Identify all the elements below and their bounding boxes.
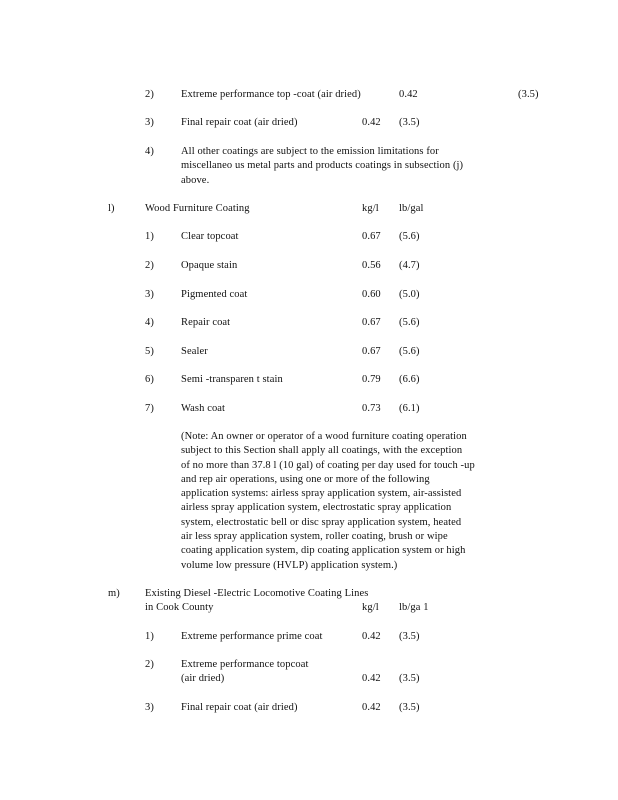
section-l-item-lb: (5.6) [399, 317, 420, 328]
section-l-item-lb: (5.6) [399, 346, 420, 357]
section-m-item-text: Final repair coat (air dried) [181, 702, 298, 713]
section-m-item-number: 3) [145, 702, 154, 713]
section-l-item-number: 5) [145, 346, 154, 357]
section-l-item-lb: (6.6) [399, 374, 420, 385]
note-line: coating application system, dip coating application system or high [181, 545, 466, 557]
section-m-item-kg: 0.42 [362, 702, 381, 713]
section-l-item-text: Wash coat [181, 403, 226, 414]
note-line: air less spray application system, roller coating, brush or wipe [181, 531, 448, 543]
section-l-item-kg: 0.67 [362, 231, 381, 242]
section-l-letter: l) [108, 203, 115, 214]
section-l-item-kg: 0.60 [362, 289, 381, 300]
note-line: application systems: airless spray application system, air-assisted [181, 488, 462, 500]
section-l-item-number: 1) [145, 231, 154, 242]
section-l-item-text: Opaque stain [181, 260, 238, 271]
section-m-item-text: Extreme performance topcoat [181, 659, 309, 670]
k-item-2-text: Extreme performance top -coat (air dried) [181, 89, 361, 100]
section-l-item-text: Semi -transparen t stain [181, 374, 283, 385]
section-m-item-text-line2: (air dried) [181, 673, 225, 684]
section-l-item-text: Sealer [181, 346, 208, 357]
section-l-item-number: 6) [145, 374, 154, 385]
k-item-2-number: 2) [145, 89, 154, 100]
section-l-item-lb: (5.0) [399, 289, 420, 300]
note-line: volume low pressure (HVLP) application system.) [181, 559, 398, 571]
section-l-item-lb: (6.1) [399, 403, 420, 414]
section-m-item-lb: (3.5) [399, 631, 420, 642]
section-l-item-kg: 0.73 [362, 403, 381, 414]
section-l-item-kg: 0.67 [362, 346, 381, 357]
section-l-item-kg: 0.56 [362, 260, 381, 271]
section-l-note [181, 430, 475, 573]
section-m-item-number: 1) [145, 631, 154, 642]
k-item-2-lb: (3.5) [518, 89, 539, 100]
section-l-item-number: 3) [145, 289, 154, 300]
k-item-4-line: above. [181, 174, 210, 186]
k-item-4-number: 4) [145, 146, 154, 157]
section-l-unit-kg: kg/l [362, 203, 379, 214]
section-m-item-number: 2) [145, 659, 154, 670]
section-m-letter: m) [108, 588, 120, 599]
section-m-item-text: Extreme performance prime coat [181, 631, 323, 642]
section-l-item-text: Pigmented coat [181, 289, 248, 300]
k-item-3-kg: 0.42 [362, 117, 381, 128]
section-l-unit-lb: lb/gal [399, 203, 424, 214]
section-m-item-lb: (3.5) [399, 673, 420, 684]
section-l-title: Wood Furniture Coating [145, 203, 250, 214]
k-item-4-text [181, 145, 463, 188]
k-item-2-kg: 0.42 [399, 89, 418, 100]
note-line: of no more than 37.8 l (10 gal) of coating per day used for touch -up [181, 459, 475, 471]
section-m-title-line2: in Cook County [145, 602, 214, 613]
section-l-item-lb: (5.6) [399, 231, 420, 242]
section-l-item-text: Repair coat [181, 317, 231, 328]
section-m-unit-kg: kg/l [362, 602, 379, 613]
k-item-4-line: miscellaneo us metal parts and products coatings in subsection (j) [181, 160, 464, 172]
note-line: subject to this Section shall apply all coatings, with the exception [181, 445, 463, 457]
k-item-4-line: All other coatings are subject to the emission limitations for [181, 146, 439, 157]
section-l-item-kg: 0.67 [362, 317, 381, 328]
section-m-item-lb: (3.5) [399, 702, 420, 713]
note-line: system, electrostatic bell or disc spray application system, heated [181, 516, 462, 528]
section-l-item-number: 7) [145, 403, 154, 414]
section-l-item-number: 4) [145, 317, 154, 328]
k-item-3-lb: (3.5) [399, 117, 420, 128]
k-item-3-text: Final repair coat (air dried) [181, 117, 298, 128]
section-m-item-kg: 0.42 [362, 631, 381, 642]
section-l-item-lb: (4.7) [399, 260, 420, 271]
note-line: airless spray application system, electrostatic spray application [181, 502, 452, 514]
section-m-item-kg: 0.42 [362, 673, 381, 684]
section-l-item-text: Clear topcoat [181, 231, 239, 242]
k-item-3-number: 3) [145, 117, 154, 128]
section-m-unit-lb: lb/ga 1 [399, 602, 429, 613]
note-line: (Note: An owner or operator of a wood furniture coating operation [181, 431, 467, 442]
section-l-item-number: 2) [145, 260, 154, 271]
section-m-title-line1: Existing Diesel -Electric Locomotive Coating Lines [145, 588, 369, 599]
section-l-item-kg: 0.79 [362, 374, 381, 385]
note-line: and rep air operations, using one or more of the following [181, 473, 430, 485]
